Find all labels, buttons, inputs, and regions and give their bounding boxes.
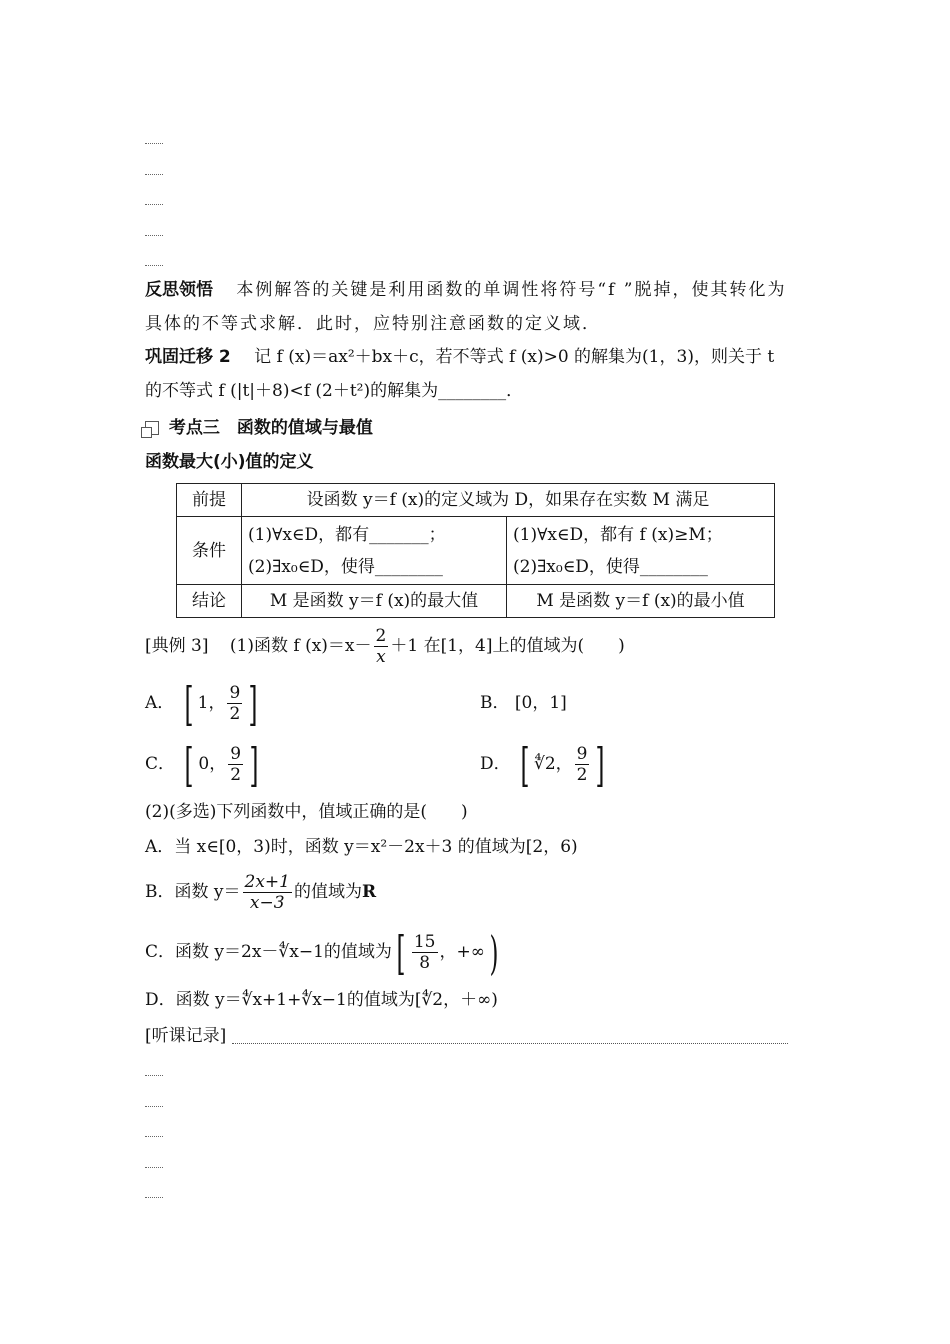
record-label: [听课记录] (145, 1026, 227, 1046)
q2-option-b[interactable] (145, 870, 376, 914)
option-value: 0， (198, 754, 227, 774)
fraction-numerator: 9 (229, 683, 241, 703)
table-row-label: 结论 (177, 585, 242, 618)
option-label: B． (480, 693, 510, 713)
fraction-numerator: 2 (375, 626, 387, 646)
section-copy-icon (145, 421, 159, 435)
table-cell-line: (1)∀x∈D，都有 f (x)≥M； (513, 524, 723, 545)
option-text: B．函数 y＝ (145, 882, 241, 902)
record-line (232, 1043, 788, 1044)
left-bracket: [ (396, 925, 406, 980)
table-condition-min (507, 517, 775, 585)
right-paren: ) (489, 925, 499, 980)
reflect-text-1: 本例解答的关键是利用函数的单调性将符号“f ”脱掉，使其转化为 (236, 280, 787, 300)
q1-pre: (1)函数 f (x)＝x－ (229, 636, 372, 656)
fraction-denominator: x (376, 647, 386, 667)
section-title: 考点三 函数的值域与最值 (168, 418, 373, 438)
note-dots-7 (145, 1106, 163, 1107)
fraction-numerator: 15 (413, 932, 436, 952)
table-conclusion-max: M 是函数 y＝f (x)的最大值 (242, 585, 507, 618)
note-dots-8 (145, 1136, 163, 1137)
q2-option-c[interactable] (145, 925, 503, 980)
q1-post: ＋1 在[1，4]上的值域为( ) (390, 636, 625, 656)
right-bracket: ] (249, 737, 259, 792)
note-dots-3 (145, 204, 163, 205)
option-fraction (575, 744, 590, 785)
option-label: D． (480, 754, 511, 774)
fraction-numerator: 9 (230, 744, 242, 764)
option-d[interactable] (480, 737, 609, 792)
table-cell-line: (1)∀x∈D，都有_______； (248, 524, 446, 545)
reflect-heading: 反思领悟 (145, 280, 213, 300)
q1-fraction (374, 626, 389, 667)
option-text: ，+∞ (439, 942, 485, 962)
note-dots-6 (145, 1075, 163, 1076)
q2-option-d[interactable]: D．函数 y＝∜x+1+∜x−1的值域为[∜2，＋∞) (145, 990, 498, 1010)
table-condition-max (242, 517, 507, 585)
table-cell-line: (2)∃x₀∈D，使得________ (248, 556, 443, 577)
subtitle: 函数最大(小)值的定义 (145, 452, 314, 472)
transfer-line-1 (145, 346, 774, 368)
fraction-numerator: 2x+1 (244, 872, 290, 892)
option-value: ∜2， (534, 754, 573, 774)
real-set-symbol: R (361, 882, 377, 902)
example-q1 (145, 624, 625, 668)
table-row-label: 条件 (177, 517, 242, 585)
note-dots-5 (145, 265, 163, 266)
left-bracket: [ (184, 676, 194, 731)
option-fraction (227, 683, 242, 724)
note-dots-1 (145, 143, 163, 144)
note-dots-9 (145, 1167, 163, 1168)
example-tag: [典例 3] (145, 636, 209, 656)
q2-option-a[interactable]: A．当 x∈[0，3)时，函数 y＝x²－2x＋3 的值域为[2，6) (145, 837, 578, 857)
table-conclusion-min: M 是函数 y＝f (x)的最小值 (507, 585, 775, 618)
option-label: C． (145, 754, 176, 774)
option-fraction (243, 872, 292, 913)
option-c[interactable] (145, 737, 263, 792)
fraction-denominator: 8 (419, 953, 431, 973)
right-bracket: ] (595, 737, 605, 792)
option-a[interactable] (145, 676, 262, 731)
option-text: C．函数 y＝2x－∜x−1的值域为 (145, 942, 392, 962)
definition-table (176, 483, 775, 618)
option-label: A． (145, 693, 175, 713)
option-fraction (412, 932, 438, 973)
option-b[interactable] (480, 692, 567, 714)
option-fraction (228, 744, 243, 785)
fraction-denominator: 2 (229, 704, 241, 724)
left-bracket: [ (520, 737, 530, 792)
transfer-text-1: 记 f (x)＝ax²＋bx＋c，若不等式 f (x)>0 的解集为(1，3)，则关于 t (254, 347, 775, 367)
reflect-line-1 (145, 279, 786, 301)
fraction-denominator: x−3 (249, 893, 285, 913)
fraction-numerator: 9 (576, 744, 588, 764)
section-title-row (145, 417, 373, 439)
example-q2: (2)(多选)下列函数中，值域正确的是( ) (145, 802, 468, 822)
reflect-text-2: 具体的不等式求解．此时，应特别注意函数的定义域． (145, 314, 601, 334)
left-bracket: [ (184, 737, 194, 792)
right-bracket: ] (248, 676, 258, 731)
table-cell-line: (2)∃x₀∈D，使得________ (513, 556, 708, 577)
option-value: [0，1] (514, 693, 567, 713)
fraction-denominator: 2 (230, 765, 242, 785)
transfer-heading: 巩固迁移 2 (145, 347, 231, 367)
transfer-text-2: 的不等式 f (|t|＋8)<f (2＋t²)的解集为________． (145, 381, 524, 401)
fraction-denominator: 2 (576, 765, 588, 785)
table-row-label: 前提 (177, 484, 242, 517)
option-value: 1， (197, 693, 226, 713)
note-dots-10 (145, 1197, 163, 1198)
note-dots-4 (145, 235, 163, 236)
table-premise: 设函数 y＝f (x)的定义域为 D，如果存在实数 M 满足 (242, 484, 775, 517)
option-text: 的值域为 (293, 882, 362, 902)
note-dots-2 (145, 174, 163, 175)
